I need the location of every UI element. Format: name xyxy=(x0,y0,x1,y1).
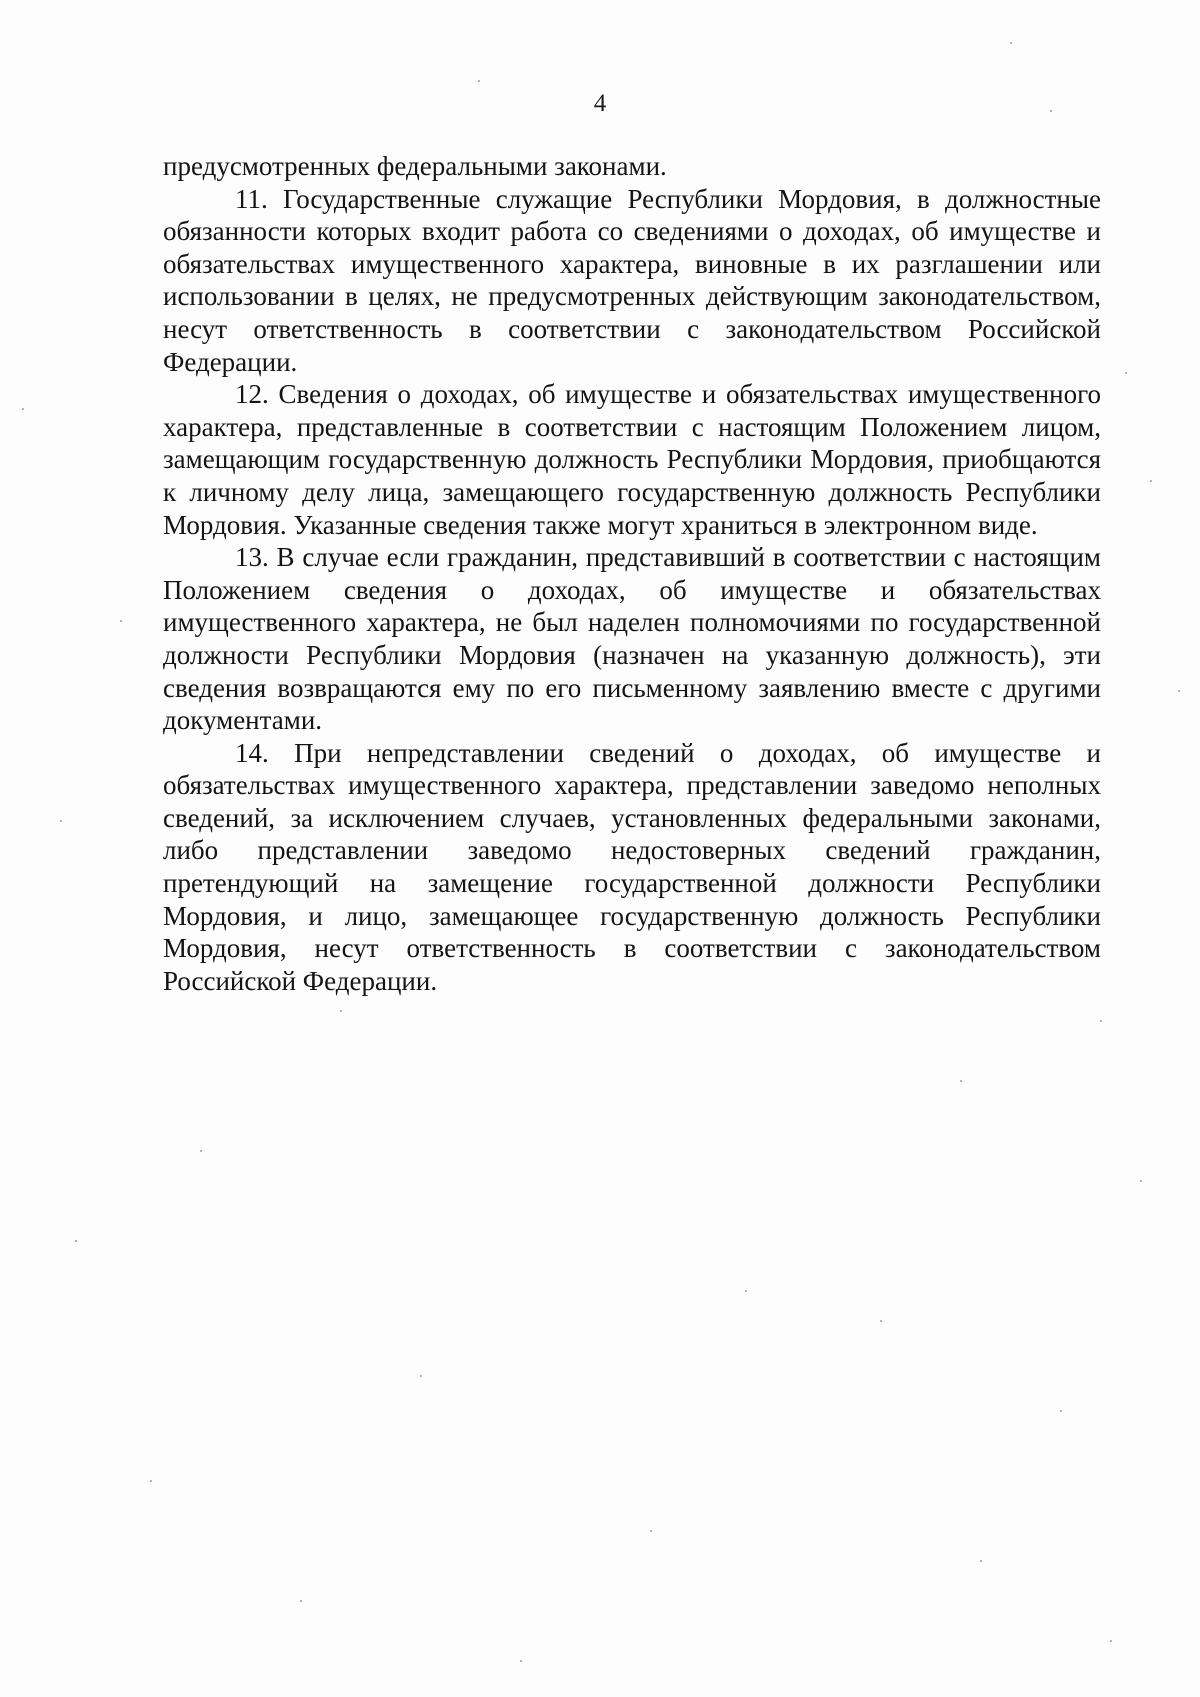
paragraph-12: 12. Сведения о доходах, об имуществе и обязательствах имущественного характера, представленные в соответствии с настоящим Положением лицом, замещающим государственную должность Республики Мордовия, приобщаются к личному делу лица, замещающего государственную должность Республики Мордовия. Указанные сведения также могут храниться в электронном виде. xyxy=(163,379,1101,540)
document-body xyxy=(163,150,1101,997)
page-number: 4 xyxy=(593,90,607,117)
paragraph-13: 13. В случае если гражданин, представивший в соответствии с настоящим Положением сведения о доходах, об имуществе и обязательствах имущественного характера, не был наделен полномочиями по государственной должности Республики Мордовия (назначен на указанную должность), эти сведения возвращаются ему по его письменному заявлению вместе с другими документами. xyxy=(163,542,1101,736)
paragraph-14: 14. При непредставлении сведений о доходах, об имуществе и обязательствах имущественного характера, представлении заведомо неполных сведений, за исключением случаев, установленных федеральными законами, либо представлении заведомо недостоверных сведений гражданин, претендующий на замещение государственной должности Республики Мордовия, и лицо, замещающее государственную должность Республики Мордовия, несут ответственность в соответствии с законодательством Российской Федерации. xyxy=(163,737,1101,996)
paragraph-continuation: предусмотренных федеральными законами. xyxy=(163,151,667,181)
paragraph-11: 11. Государственные служащие Республики Мордовия, в должностные обязанности которых входит работа со сведениями о доходах, об имуществе и обязательствах имущественного характера, виновные в их разглашении или использовании в целях, не предусмотренных действующим законодательством, несут ответственность в соответствии с законодательством Российской Федерации. xyxy=(163,183,1101,377)
